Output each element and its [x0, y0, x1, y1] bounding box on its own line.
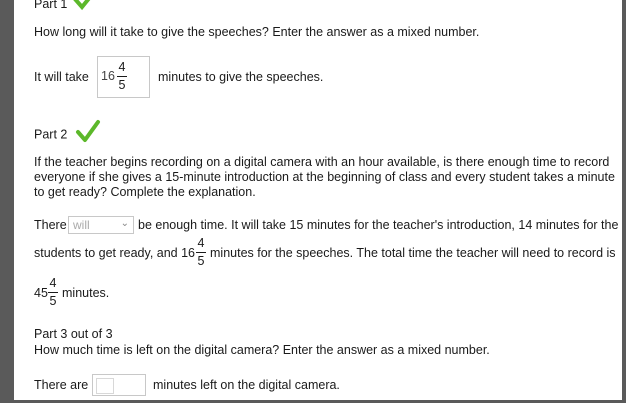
fraction-bar [196, 252, 206, 253]
fraction-numerator: 4 [197, 236, 205, 250]
part2-heading [34, 127, 101, 143]
part1-answer-suffix: minutes to give the speeches. [158, 70, 324, 84]
part3-title: Part 3 out of 3 [34, 327, 113, 341]
whole-number-input[interactable] [96, 378, 114, 394]
total-fraction [48, 277, 58, 307]
part3-answer-field[interactable] [92, 374, 146, 396]
part3-answer-prefix: There are [34, 378, 89, 392]
part3-answer-suffix: minutes left on the digital camera. [153, 378, 340, 392]
fraction-bar [48, 292, 58, 293]
checkmark-icon [75, 119, 101, 143]
fraction-bar [117, 76, 127, 77]
part1-question: How long will it take to give the speeches? Enter the answer as a mixed number. [34, 25, 480, 39]
fraction-numerator: 4 [49, 276, 57, 290]
part1-answer-field[interactable] [97, 56, 150, 98]
window-frame-left [0, 0, 14, 403]
fraction-denominator: 5 [197, 253, 205, 268]
answer-fraction [117, 61, 127, 91]
chevron-down-icon: ⌄ [120, 218, 129, 229]
select-value: will [73, 218, 90, 232]
answer-numerator: 4 [118, 60, 126, 74]
part2-line3-suffix: minutes. [62, 286, 110, 300]
part2-line1-suffix: be enough time. It will take 15 minutes for the teacher's introduction, 14 minutes for the [138, 218, 619, 232]
fraction-denominator: 5 [49, 293, 57, 308]
part2-title: Part 2 [34, 127, 68, 142]
part1-answer-prefix: It will take [34, 70, 89, 84]
part2-line1-prefix: There [34, 218, 67, 232]
total-whole-number: 45 [34, 286, 48, 300]
part2-line2-suffix: minutes for the speeches. The total time the teacher will need to record is [210, 246, 616, 260]
part1-heading [34, 0, 97, 11]
will-select-dropdown[interactable] [68, 216, 134, 234]
answer-whole-number: 16 [101, 69, 115, 83]
part1-title: Part 1 [34, 0, 68, 11]
window-frame-right [622, 0, 626, 403]
answer-denominator: 5 [118, 77, 126, 92]
part2-question: If the teacher begins recording on a digital camera with an hour available, is there enough time to record everyone if she gives a 15-minute introduction at the beginning of class and every student takes a minute to get ready? Complete the explanation. [34, 155, 615, 199]
part3-question: How much time is left on the digital camera? Enter the answer as a mixed number. [34, 343, 490, 357]
checkmark-icon [73, 0, 97, 11]
line2-fraction [196, 237, 206, 267]
part2-line2-prefix: students to get ready, and 16 [34, 246, 195, 260]
